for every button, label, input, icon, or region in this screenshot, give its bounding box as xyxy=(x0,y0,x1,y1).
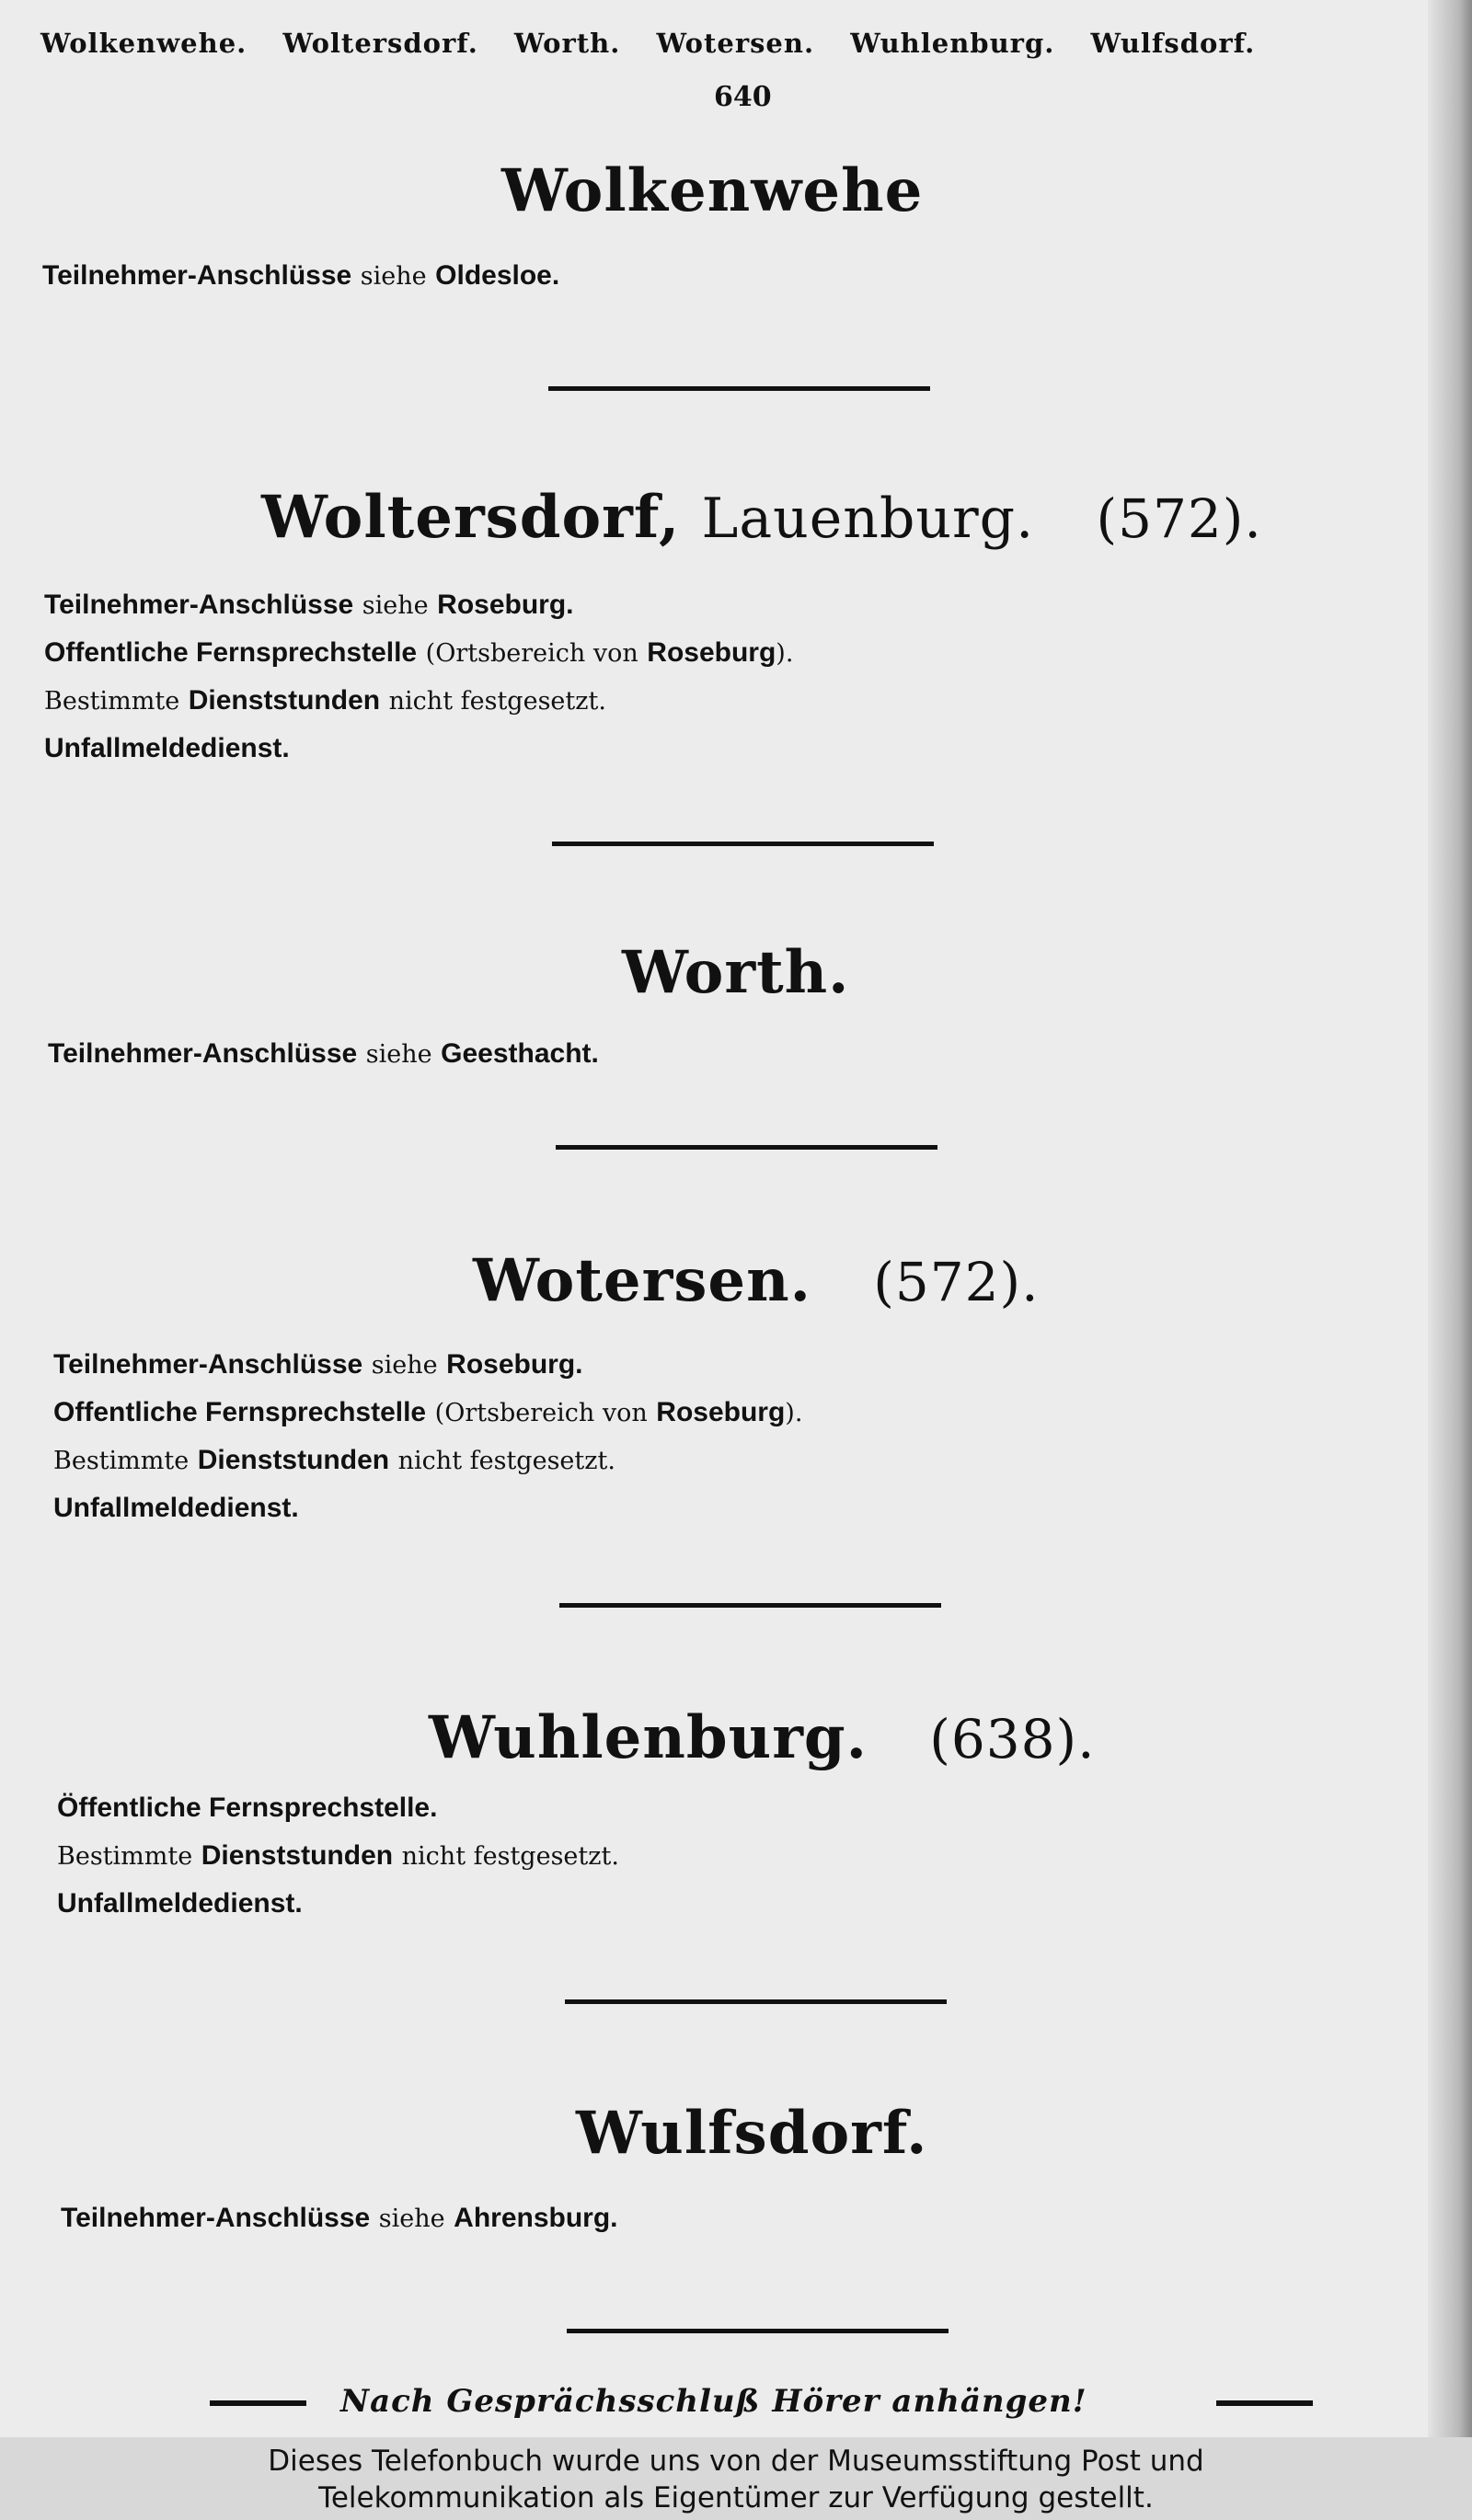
area-code: (572). xyxy=(873,1251,1040,1313)
running-head-item: Woltersdorf. xyxy=(282,28,478,59)
entry-title-worth xyxy=(622,938,849,1007)
page-number: 640 xyxy=(714,81,772,113)
entry-line xyxy=(53,1396,802,1428)
text-segment: (Ortsbereich von xyxy=(434,1399,648,1427)
place-region: Lauenburg. xyxy=(701,487,1035,551)
text-segment: Roseburg xyxy=(647,637,776,668)
text-segment: Offentliche Fernsprechstelle xyxy=(53,1397,427,1427)
credit-banner xyxy=(0,2437,1472,2520)
text-segment: Teilnehmer-Anschlüsse xyxy=(53,1349,363,1380)
section-divider xyxy=(552,842,934,846)
entry-line xyxy=(57,1887,303,1919)
entry-line xyxy=(53,1348,583,1380)
entry-title-wuhlenburg xyxy=(429,1703,1096,1772)
text-segment: Offentliche Fernsprechstelle xyxy=(44,637,418,668)
text-segment: Roseburg. xyxy=(446,1349,583,1380)
text-segment: Teilnehmer-Anschlüsse xyxy=(44,590,354,620)
entry-line xyxy=(53,1492,299,1524)
text-segment: Teilnehmer-Anschlüsse xyxy=(48,1038,358,1069)
text-segment: siehe xyxy=(378,2205,445,2233)
text-segment: Unfallmeldedienst. xyxy=(57,1888,303,1919)
text-segment: Roseburg. xyxy=(437,590,574,620)
text-segment: nicht festgesetzt. xyxy=(388,687,606,716)
text-segment: siehe xyxy=(371,1351,438,1380)
text-segment: Öffentliche Fernsprechstelle. xyxy=(57,1793,438,1823)
text-segment: Dienststunden xyxy=(197,1445,390,1475)
place-name: Wolkenwehe xyxy=(501,156,924,225)
area-code: (638). xyxy=(929,1708,1096,1770)
entry-title-woltersdorf xyxy=(261,483,1262,552)
area-code: (572). xyxy=(1096,487,1262,550)
place-name: Wulfsdorf. xyxy=(576,2099,928,2168)
text-segment: Ahrensburg. xyxy=(454,2203,618,2233)
text-segment: Teilnehmer-Anschlüsse xyxy=(42,260,352,291)
text-segment: Unfallmeldedienst. xyxy=(53,1493,299,1523)
text-segment: Bestimmte xyxy=(53,1447,190,1475)
entry-line xyxy=(44,684,606,716)
text-segment: Bestimmte xyxy=(57,1842,193,1871)
text-segment: nicht festgesetzt. xyxy=(397,1447,615,1475)
entry-line xyxy=(42,259,559,292)
footer-rule-right xyxy=(1216,2400,1313,2406)
running-head-item: Wotersen. xyxy=(656,28,815,59)
place-name: Wotersen. xyxy=(473,1246,811,1315)
entry-line xyxy=(61,2202,618,2234)
text-segment: Dienststunden xyxy=(188,685,381,716)
section-divider xyxy=(559,1603,941,1608)
entry-title-wotersen xyxy=(473,1246,1040,1315)
text-segment: siehe xyxy=(362,591,429,620)
running-head-item: Wulfsdorf. xyxy=(1090,28,1256,59)
entry-line xyxy=(44,589,574,621)
running-head-item: Worth. xyxy=(513,28,621,59)
page-edge-shadow xyxy=(1428,0,1472,2437)
text-segment: Roseburg xyxy=(656,1397,786,1427)
entry-line xyxy=(44,636,793,669)
running-head xyxy=(40,28,1256,59)
place-name: Woltersdorf, xyxy=(261,483,681,552)
section-divider xyxy=(567,2329,949,2333)
text-segment: Dienststunden xyxy=(201,1840,394,1871)
text-segment: Geesthacht. xyxy=(441,1038,599,1069)
section-divider xyxy=(565,1999,947,2004)
text-segment: siehe xyxy=(365,1040,432,1069)
credit-line-1: Dieses Telefonbuch wurde uns von der Museumsstiftung Post und xyxy=(268,2445,1204,2478)
entry-line xyxy=(57,1792,437,1824)
section-divider xyxy=(556,1145,937,1150)
entry-title-wolkenwehe xyxy=(501,156,923,225)
text-segment: Unfallmeldedienst. xyxy=(44,733,290,763)
running-head-item: Wuhlenburg. xyxy=(850,28,1055,59)
place-name: Wuhlenburg. xyxy=(429,1703,868,1772)
footer-rule-left xyxy=(210,2400,306,2406)
entry-line xyxy=(57,1839,619,1872)
text-segment: ). xyxy=(785,1399,803,1427)
entry-line xyxy=(53,1444,615,1476)
text-segment: Oldesloe. xyxy=(435,260,560,291)
text-segment: nicht festgesetzt. xyxy=(401,1842,619,1871)
entry-line xyxy=(48,1037,599,1070)
credit-line-2: Telekommunikation als Eigentümer zur Verfügung gestellt. xyxy=(318,2481,1154,2514)
footer-note: Nach Gesprächsschluß Hörer anhängen! xyxy=(340,2383,1087,2420)
entry-line xyxy=(44,732,290,764)
running-head-item: Wolkenwehe. xyxy=(40,28,247,59)
text-segment: (Ortsbereich von xyxy=(425,639,638,668)
text-segment: Teilnehmer-Anschlüsse xyxy=(61,2203,371,2233)
place-name: Worth. xyxy=(622,938,850,1007)
section-divider xyxy=(548,386,930,391)
text-segment: siehe xyxy=(360,262,427,291)
text-segment: ). xyxy=(776,639,794,668)
entry-title-wulfsdorf xyxy=(576,2099,927,2168)
text-segment: Bestimmte xyxy=(44,687,180,716)
